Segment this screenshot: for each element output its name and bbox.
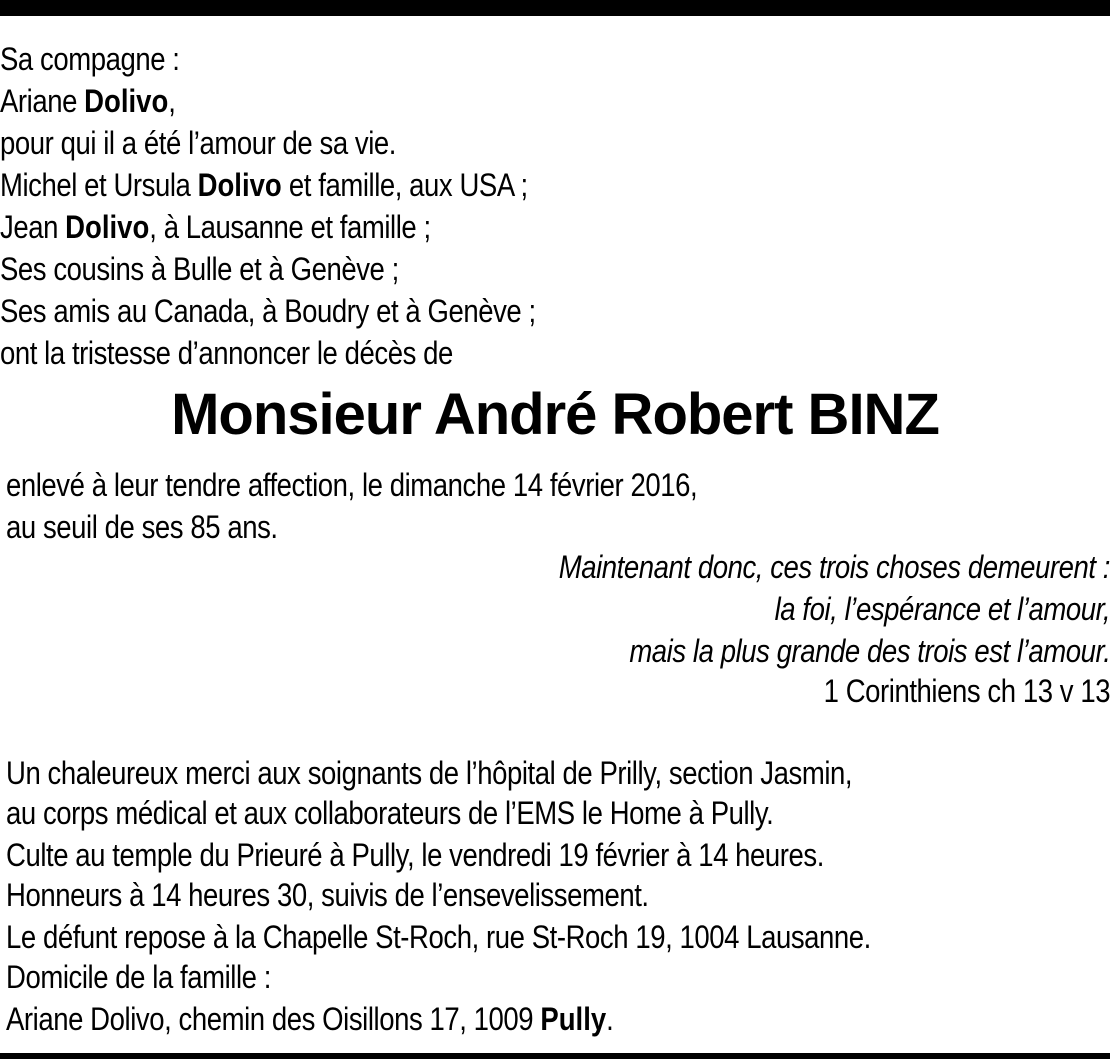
text: Ariane Dolivo, chemin des Oisillons 17, 1009 <box>6 1001 541 1037</box>
family-line-7: Ses amis au Canada, à Boudry et à Genève ; <box>0 293 536 329</box>
closing-line-2: au corps médical et aux collaborateurs de l’EMS le Home à Pully. <box>6 795 774 831</box>
family-line-2 <box>0 80 175 122</box>
town-bold: Pully <box>540 1001 607 1037</box>
text: , <box>168 83 176 119</box>
closing-line-3: Culte au temple du Prieuré à Pully, le vendredi 19 février à 14 heures. <box>6 837 824 873</box>
death-line-2: au seuil de ses 85 ans. <box>6 509 278 545</box>
death-line-1: enlevé à leur tendre affection, le dimanche 14 février 2016, <box>6 467 698 503</box>
surname-bold: Dolivo <box>84 83 169 119</box>
closing-line-4: Honneurs à 14 heures 30, suivis de l’ensevelissement. <box>6 877 649 913</box>
closing-line-7 <box>6 998 613 1040</box>
family-line-1: Sa compagne : <box>0 41 180 77</box>
closing-line-6: Domicile de la famille : <box>6 959 271 995</box>
verse-line-3: mais la plus grande des trois est l’amour. <box>628 633 1110 669</box>
verse-line-2: la foi, l’espérance et l’amour, <box>774 591 1110 627</box>
verse-reference: 1 Corinthiens ch 13 v 13 <box>823 673 1110 709</box>
deceased-name: Monsieur André Robert BINZ <box>171 382 939 447</box>
closing-line-5: Le défunt repose à la Chapelle St-Roch, rue St-Roch 19, 1004 Lausanne. <box>6 919 871 955</box>
text: et famille, aux USA ; <box>281 167 528 203</box>
family-line-5 <box>0 206 431 248</box>
verse-line-1: Maintenant donc, ces trois choses demeurent : <box>558 549 1110 585</box>
text: Jean <box>0 209 66 245</box>
surname-bold: Dolivo <box>197 167 282 203</box>
text: , à Lausanne et famille ; <box>149 209 431 245</box>
closing-line-1: Un chaleureux merci aux soignants de l’hôpital de Prilly, section Jasmin, <box>6 755 853 791</box>
family-line-4 <box>0 164 528 206</box>
top-rule <box>0 0 1110 16</box>
text: Michel et Ursula <box>0 167 198 203</box>
family-line-8: ont la tristesse d’annoncer le décès de <box>0 335 453 371</box>
bottom-rule <box>0 1053 1110 1059</box>
text: Ariane <box>0 83 85 119</box>
family-line-6: Ses cousins à Bulle et à Genève ; <box>0 251 399 287</box>
surname-bold: Dolivo <box>65 209 150 245</box>
family-line-3: pour qui il a été l’amour de sa vie. <box>0 125 397 161</box>
text: . <box>606 1001 614 1037</box>
